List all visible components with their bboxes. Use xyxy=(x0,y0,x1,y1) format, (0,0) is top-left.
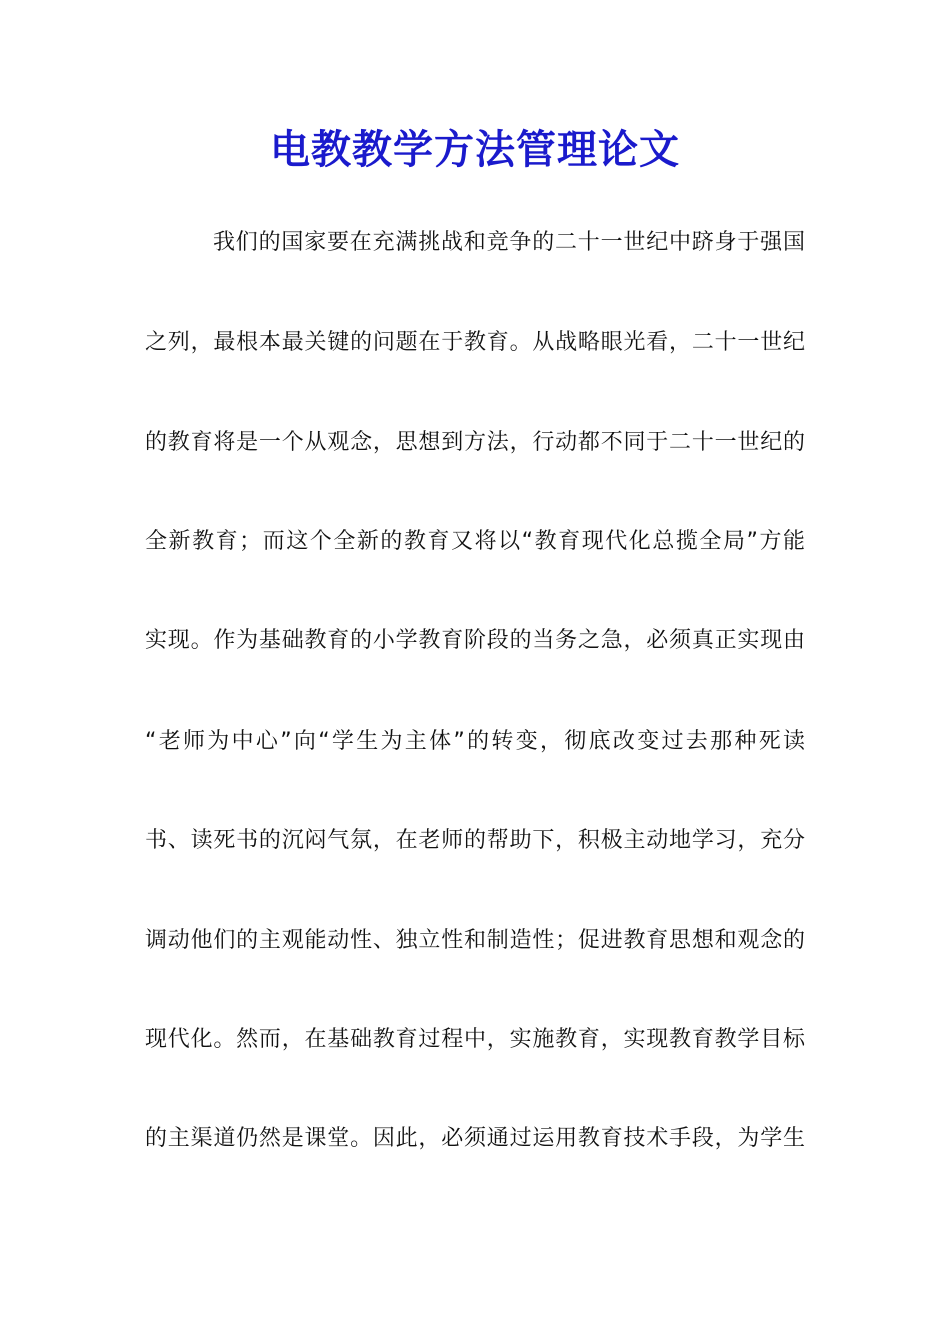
paragraph-line-9: 现代化。然而，在基础教育过程中，实施教育，实现教育教学目标 xyxy=(145,1027,805,1052)
paragraph-line-10: 的主渠道仍然是课堂。因此，必须通过运用教育技术手段，为学生 xyxy=(145,1126,805,1151)
paragraph-line-6: “老师为中心”向“学生为主体”的转变，彻底改变过去那种死读 xyxy=(145,729,805,754)
document-title: 电教教学方法管理论文 xyxy=(270,126,680,173)
paragraph-line-7: 书、读死书的沉闷气氛，在老师的帮助下，积极主动地学习，充分 xyxy=(145,828,805,853)
paragraph-line-4: 全新教育；而这个全新的教育又将以“教育现代化总揽全局”方能 xyxy=(145,529,805,554)
paragraph-line-8: 调动他们的主观能动性、独立性和制造性；促进教育思想和观念的 xyxy=(145,928,805,953)
paragraph-line-3: 的教育将是一个从观念，思想到方法，行动都不同于二十一世纪的 xyxy=(145,430,805,455)
paragraph-line-1: 我们的国家要在充满挑战和竞争的二十一世纪中跻身于强国 xyxy=(213,230,805,255)
paragraph-line-5: 实现。作为基础教育的小学教育阶段的当务之急，必须真正实现由 xyxy=(145,628,805,653)
paragraph-line-2: 之列，最根本最关键的问题在于教育。从战略眼光看，二十一世纪 xyxy=(145,330,805,355)
